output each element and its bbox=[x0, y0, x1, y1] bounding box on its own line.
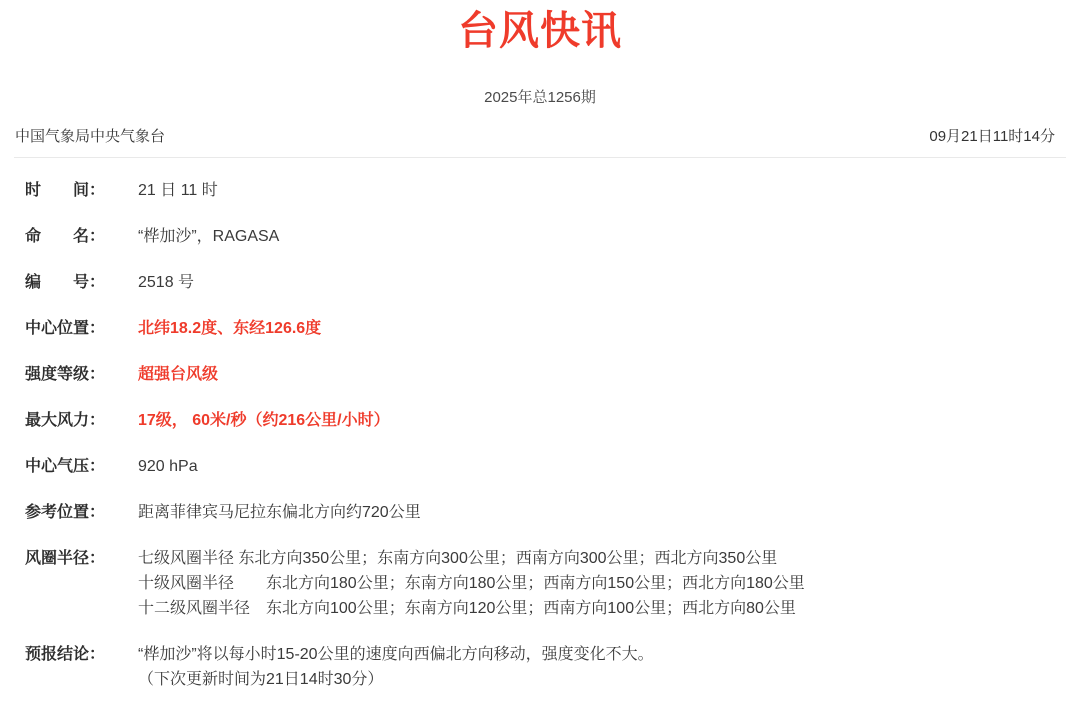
value-line: 21 日 11 时 bbox=[138, 182, 218, 199]
row-label: 中心位置： bbox=[25, 320, 106, 337]
issue-datetime: 09月21日11时14分 bbox=[929, 128, 1055, 145]
bulletin-body bbox=[0, 158, 1080, 692]
bulletin-row bbox=[25, 546, 1060, 621]
bulletin-row bbox=[25, 500, 1060, 525]
value-line: 十级风圈半径 东北方向180公里；东南方向180公里；西南方向150公里；西北方向180公里 bbox=[138, 575, 805, 592]
row-value bbox=[138, 224, 1060, 249]
value-line: 2518 号 bbox=[138, 274, 195, 291]
row-value bbox=[138, 454, 1060, 479]
row-value bbox=[138, 642, 1060, 692]
meta-row bbox=[0, 127, 1080, 146]
row-label: 参考位置： bbox=[25, 504, 106, 521]
value-line: “桦加沙”将以每小时15-20公里的速度向西偏北方向移动，强度变化不大。 bbox=[138, 646, 654, 663]
value-line: 920 hPa bbox=[138, 458, 198, 475]
bulletin-row bbox=[25, 178, 1060, 203]
row-label: 编 号： bbox=[25, 274, 106, 291]
value-line: 七级风圈半径 东北方向350公里；东南方向300公里；西南方向300公里；西北方向350公里 bbox=[138, 550, 778, 567]
row-value bbox=[138, 362, 1060, 387]
row-value bbox=[138, 500, 1060, 525]
issue-number: 2025年总1256期 bbox=[484, 89, 596, 106]
bulletin-row bbox=[25, 642, 1060, 692]
bulletin-row bbox=[25, 270, 1060, 295]
bulletin-row bbox=[25, 408, 1060, 433]
row-label: 预报结论： bbox=[25, 646, 106, 663]
value-line: 距离菲律宾马尼拉东偏北方向约720公里 bbox=[138, 504, 421, 521]
row-value bbox=[138, 270, 1060, 295]
bulletin-row bbox=[25, 316, 1060, 341]
value-line: （下次更新时间为21日14时30分） bbox=[138, 671, 384, 688]
row-label: 强度等级： bbox=[25, 366, 106, 383]
page-title: 台风快讯 bbox=[458, 9, 622, 53]
value-line: 超强台风级 bbox=[138, 366, 219, 383]
bulletin-row bbox=[25, 362, 1060, 387]
bulletin-row bbox=[25, 454, 1060, 479]
bulletin-row bbox=[25, 224, 1060, 249]
row-label: 最大风力： bbox=[25, 412, 106, 429]
row-value bbox=[138, 408, 1060, 433]
value-line: 北纬18.2度、东经126.6度 bbox=[138, 320, 322, 337]
agency-name: 中国气象局中央气象台 bbox=[15, 128, 166, 145]
row-label: 中心气压： bbox=[25, 458, 106, 475]
value-line: 十二级风圈半径 东北方向100公里；东南方向120公里；西南方向100公里；西北方向80公里 bbox=[138, 600, 796, 617]
row-value bbox=[138, 316, 1060, 341]
row-label: 时 间： bbox=[25, 182, 106, 199]
value-line: “桦加沙”，RAGASA bbox=[138, 228, 280, 245]
row-value bbox=[138, 178, 1060, 203]
row-value bbox=[138, 546, 1060, 621]
row-label: 风圈半径： bbox=[25, 550, 106, 567]
value-line: 17级， 60米/秒（约216公里/小时） bbox=[138, 412, 390, 429]
row-label: 命 名： bbox=[25, 228, 106, 245]
